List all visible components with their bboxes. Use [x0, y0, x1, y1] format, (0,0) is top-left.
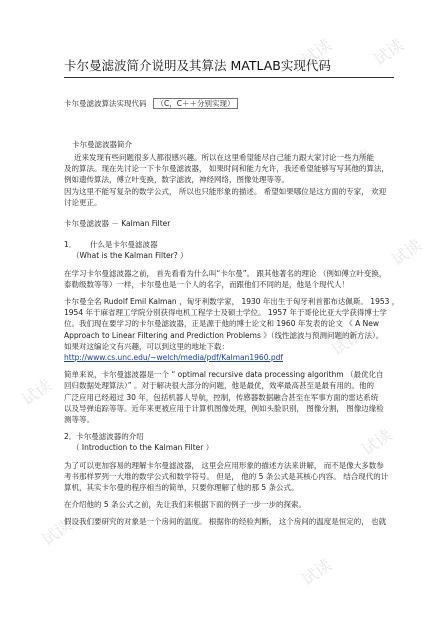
intro-paragraph	[64, 152, 394, 208]
section-1-heading	[64, 239, 394, 250]
section-title: 什么是卡尔曼滤波器	[90, 240, 158, 250]
watermark: 试读	[298, 35, 336, 70]
text-line: 例如遗传算法，傅立叶变换，数字滤波，神经网络，图像处理等等。	[64, 175, 289, 185]
text-line: 测等等。	[64, 415, 94, 425]
text-line: 考书那样罗列一大堆的数学公式和数学符号。 但是， 他的 5 条公式是其核心内容。 结合现代的计	[64, 471, 389, 481]
watermark: 试读	[370, 35, 408, 70]
intro-heading: 卡尔曼滤波器简介	[72, 140, 132, 149]
text-line: 因为这里不能写复杂的数学公式， 所以也只能形象的描述。 希望如果哪位是这方面的专家， 欢迎	[64, 186, 387, 196]
text-line: 广泛应用已经超过 30 年，包括机器人导航，控制，传感器数据融合甚至在军事方面的雷达系统	[64, 392, 379, 402]
text-line: Approach to Linear Filtering and Prediction Problems 》（线性滤波与预测问题的新方法）。	[64, 330, 384, 340]
text-line	[64, 352, 394, 363]
text-line: 卡尔曼全名 Rudolf Emil Kalman ，匈牙利数学家， 1930 年出生于匈牙利首都布达佩斯。 1953 ，	[64, 297, 400, 307]
paper-download-link[interactable]: http://www.cs.unc.edu/~welch/media/pdf/Kalman1960.pdf	[64, 353, 284, 363]
section-number: 1．	[64, 240, 77, 250]
text-line: 算机，其实卡尔曼的程序相当的简单，只要你理解了他的那 5 条公式。	[64, 483, 299, 493]
watermark: 试读	[18, 375, 56, 410]
section-2-heading	[64, 431, 394, 442]
paragraph-why-kalman	[64, 268, 394, 290]
section-title: 卡尔曼滤波器的介绍	[76, 432, 144, 442]
watermark: 试读	[338, 145, 376, 180]
document-title: 卡尔曼滤波简介说明及其算法 MATLAB实现代码	[64, 56, 394, 78]
kalman-label: 卡尔曼滤波器 － Kalman Filter	[64, 219, 171, 229]
text-line: 为了可以更加容易的理解卡尔曼滤波器， 这里会应用形象的描述方法来讲解， 而不是像大多数参	[64, 460, 384, 470]
link-prefix: 如果对这编论文有兴趣，可以到这里的地址下载：	[64, 341, 229, 351]
section-2-english: （ Introduction to the Kalman Filter ）	[72, 443, 214, 453]
watermark: 试读	[298, 555, 336, 590]
paragraph-five-formulas: 在介绍他的 5 条公式之前，先让我们来根据下面的例子一步一步的探索。	[64, 500, 307, 510]
paragraph-biography	[64, 296, 400, 363]
paragraph-room-temperature: 假设我们要研究的对象是一个房间的温度。 根据你的经验判断， 这个房间的温度是恒定的， 也就	[64, 517, 387, 527]
text-line: 在学习卡尔曼滤波器之前， 首先看看为什么叫“卡尔曼”。 跟其他著名的理论 （例如傅立叶变换，	[64, 268, 387, 278]
watermark: 试读	[358, 425, 396, 460]
text-line: 1954 年于麻省理工学院分别获得电机工程学士及硕士学位。 1957 年于哥伦比亚大学获得博士学	[64, 308, 387, 318]
subtitle-boxed-note: （C，C＋＋分别实现）	[153, 98, 239, 109]
section-number: 2．	[64, 432, 77, 442]
section-1-english: （What is the Kalman Filter? ）	[72, 251, 188, 261]
text-line: 泰勒级数等等）一样，卡尔曼也是一个人的名字，而跟他们不同的是，他是个现代人！	[64, 279, 349, 289]
paragraph-summary	[64, 369, 394, 425]
document-body	[64, 56, 400, 528]
watermark: 试读	[328, 325, 366, 360]
text-line: 讨论更正。	[64, 197, 102, 207]
text-line	[64, 341, 394, 352]
text-line: 简单来说，卡尔曼滤波器是一个 “ optimal recursive data processing algorithm （最优化自	[64, 370, 384, 380]
text-line: 以及导弹追踪等等。近年来更被应用于计算机图像处理，例如头脸识别， 图像分割， 图像边缘检	[64, 403, 384, 413]
text-line: 位。我们现在要学习的卡尔曼滤波器，正是源于他的博士论文和 1960 年发表的论文 《 A New	[64, 319, 379, 329]
text-line: 及的算法。现在先讨论一下卡尔曼滤波器， 如果时间和能力允许，我还希望能够写写其他的算法，	[64, 164, 389, 174]
watermark: 试读	[38, 515, 76, 550]
text-line: 近来发现有些问题很多人都很感兴趣。所以在这里希望能尽自己能力跟大家讨论一些力所能	[74, 153, 374, 162]
subtitle-text: 卡尔曼滤波算法实现代码	[64, 99, 147, 108]
paragraph-approach	[64, 460, 394, 494]
document-subtitle	[64, 98, 394, 109]
text-line: 回归数据处理算法）” 。对于解决很大部分的问题，他是最优，效率最高甚至是最有用的。他的	[64, 381, 375, 391]
watermark: 试读	[388, 235, 426, 270]
